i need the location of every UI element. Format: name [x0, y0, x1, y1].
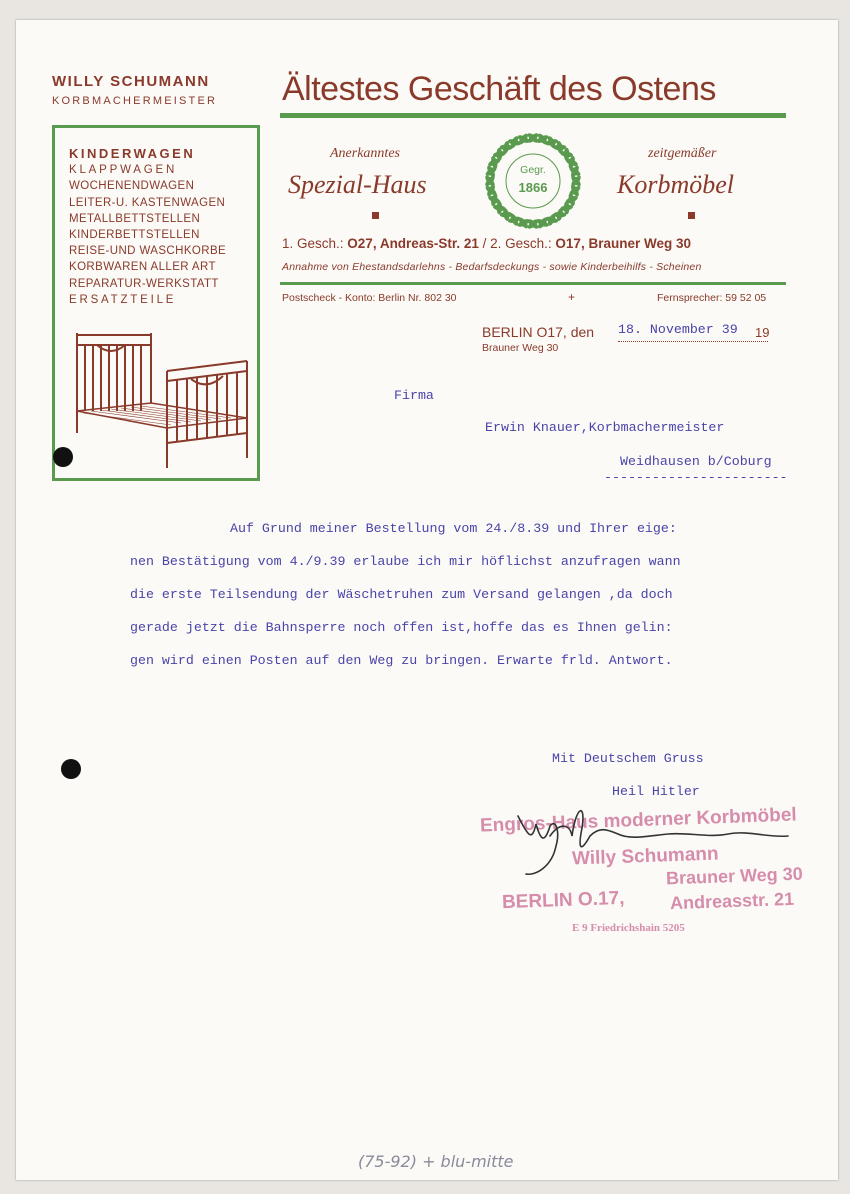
place-date-prefix: BERLIN O17, den [482, 324, 595, 340]
date-dotted-line [618, 341, 768, 342]
product-item: KLAPPWAGEN [69, 164, 178, 177]
tagline-right-big: Korbmöbel [617, 170, 734, 199]
stamp-line-4a: BERLIN O.17, [501, 887, 625, 914]
recipient-name: Erwin Knauer,Korbmachermeister [485, 420, 725, 435]
bullet-square [372, 212, 379, 219]
headline: Ältestes Geschäft des Ostens [282, 70, 716, 108]
recipient-firma: Firma [394, 388, 434, 403]
product-list-box [52, 125, 260, 481]
product-list [69, 146, 249, 308]
product-item: REISE-UND WASCHKORBE [69, 245, 227, 258]
owner-title: KORBMACHERMEISTER [52, 95, 218, 107]
product-item: KORBWAREN ALLER ART [69, 261, 216, 274]
closing-salute: Heil Hitler [612, 784, 700, 799]
postscheck-konto: Postscheck - Konto: Berlin Nr. 802 30 [282, 292, 457, 304]
body-line: Auf Grund meiner Bestellung vom 24./8.39 und Ihrer eige: [230, 521, 677, 536]
address-separator: / 2. Gesch.: [482, 236, 552, 251]
owner-name: WILLY SCHUMANN [52, 73, 210, 90]
body-line: gerade jetzt die Bahnsperre noch offen ist,hoffe das es Ihnen gelin: [130, 620, 673, 635]
product-item: LEITER-U. KASTENWAGEN [69, 196, 226, 209]
body-line: nen Bestätigung vom 4./9.39 erlaube ich mir höflichst anzufragen wann [130, 554, 681, 569]
punch-hole [53, 447, 73, 467]
pencil-note: (75-92) + blu-mitte [358, 1152, 514, 1171]
body-line: die erste Teilsendung der Wäschetruhen zum Versand gelangen ,da doch [130, 587, 673, 602]
headline-rule [280, 113, 786, 118]
stamp-line-5: E 9 Friedrichshain 5205 [572, 922, 685, 934]
tagline-right-small: zeitgemäßer [648, 146, 717, 161]
handwritten-signature [510, 796, 800, 876]
tagline-left-small: Anerkanntes [330, 146, 400, 161]
address-2: O17, Brauner Weg 30 [555, 236, 691, 251]
address-1: O27, Andreas-Str. 21 [347, 236, 479, 251]
punch-hole [61, 759, 81, 779]
product-item: KINDERWAGEN [69, 146, 196, 161]
bed-illustration [71, 323, 251, 468]
typed-date: 18. November 39 [618, 322, 738, 337]
wreath-year: 1866 [518, 180, 548, 195]
address-line [282, 236, 691, 251]
cross-mark: + [568, 290, 576, 304]
stamp-line-4b: Andreasstr. 21 [669, 888, 795, 914]
address-1-prefix: 1. Gesch.: [282, 236, 344, 251]
tagline-left-big: Spezial-Haus [288, 170, 427, 199]
wreath-gegr: Gegr. [520, 164, 546, 176]
recipient-city: Weidhausen b/Coburg [620, 454, 772, 469]
letterhead-rule [280, 282, 786, 285]
recipient-underline: ----------------------- [604, 470, 788, 485]
product-item: REPARATUR-WERKSTATT [69, 277, 219, 290]
product-item: ERSATZTEILE [69, 293, 177, 306]
product-item: KINDERBETTSTELLEN [69, 229, 200, 242]
fernsprecher: Fernsprecher: 59 52 05 [657, 292, 767, 304]
stamp-line-3: Brauner Weg 30 [665, 863, 804, 889]
printed-year: 19 [755, 325, 770, 340]
body-line: gen wird einen Posten auf den Weg zu bringen. Erwarte frld. Antwort. [130, 653, 673, 668]
closing-greeting: Mit Deutschem Gruss [552, 751, 704, 766]
bullet-square [688, 212, 695, 219]
stamp-line-2: Willy Schumann [571, 843, 719, 870]
product-item: METALLBETTSTELLEN [69, 212, 201, 225]
product-item: WOCHENENDWAGEN [69, 180, 195, 193]
brauner-weg-print: Brauner Weg 30 [482, 342, 559, 354]
annahme-line: Annahme von Ehestandsdarlehns - Bedarfsdeckungs - sowie Kinderbeihilfs - Scheinen [282, 261, 702, 273]
stamp-line-1: Engros-Haus moderner Korbmöbel [479, 804, 797, 837]
